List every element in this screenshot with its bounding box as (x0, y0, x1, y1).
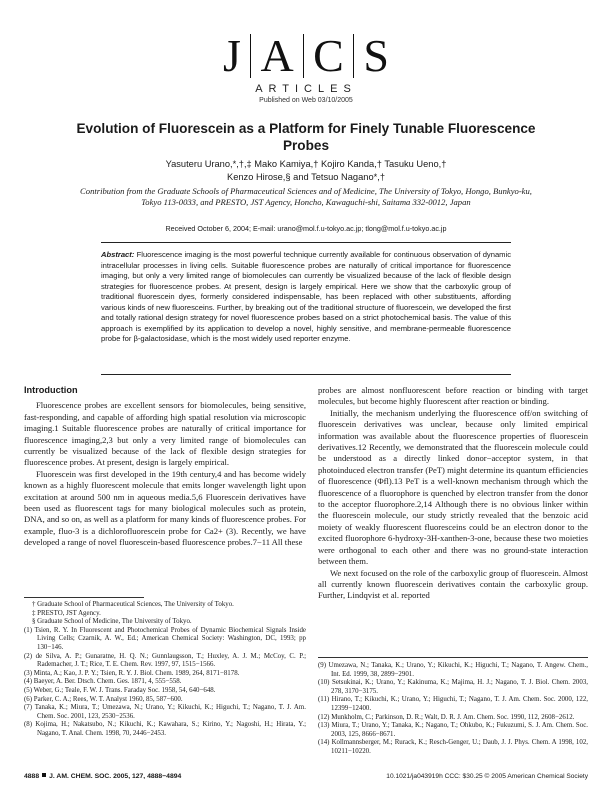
reference: (10) Setsukinai, K.; Urano, Y.; Kakinuma, K.; Majima, H. J.; Nagano, T. J. Biol. Chem. 2003, 278, 3170−3175. (318, 679, 588, 695)
reference: (3) Minta, A.; Kao, J. P. Y.; Tsien, R. Y. J. Biol. Chem. 1989, 264, 8171−8178. (24, 669, 240, 677)
affiliation: Contribution from the Graduate Schools of Pharmaceutical Sciences and of Medicine, The University of Tokyo, Hongo, Bunkyo-ku, Tokyo 113-0033, and PRESTO, JST Agency, Honcho, Kawaguchi-shi, Saitama 332-0012, Japan (80, 186, 532, 207)
page-footer (24, 773, 181, 780)
reference: (9) Umezawa, N.; Tanaka, K.; Urano, Y.; Kikuchi, K.; Higuchi, T.; Nagano, T. Angew. Chem., Int. Ed. 1999, 38, 2899−2901. (318, 662, 588, 678)
body-paragraph: probes are almost nonfluorescent before reaction or binding with target molecules, but become highly fluorescent after reaction or binding. (318, 385, 588, 407)
abstract-text: Fluorescence imaging is the most powerful technique currently available for continuous observation of dynamic intracellular processes in living cells. Suitable fluorescence probes are naturally of critical importance for fluorescence imaging, but only a very limited range of biomolecules can currently be visualized because of the lack of flexible design strategies for fluorescence probes. At present, design is largely empirical. Here we show that the carboxylic group of traditional fluorescein dyes, formerly considered indispensable, has been replaced with other substituents, affording various kinds of new fluoresceins. Further, by breaking out of the traditional structure of fluorescein, we developed the first and totally rational design strategy for novel fluorescence probes based on a strict photochemical basis. The value of this approach is exemplified by its application to develop a novel, highly sensitive, and membrane-permeable fluorescence probe for β-galactosidase, which is the most widely used reporter enzyme. (101, 250, 511, 343)
published-date: Published on Web 03/10/2005 (259, 97, 353, 104)
footnote: ‡ PRESTO, JST Agency. (32, 609, 101, 617)
reference-rule (318, 657, 588, 658)
section-heading-introduction: Introduction (24, 385, 78, 395)
jacs-logo (0, 30, 612, 81)
body-paragraph: We next focused on the role of the carboxylic group of fluorescein. Almost all currently known fluorescein derivatives contain the carboxylic group. Further, Lindqvist et al. reported (318, 567, 588, 601)
reference: (11) Hirano, T.; Kikuchi, K.; Urano, Y.; Higuchi, T.; Nagano, T. J. Am. Chem. Soc. 2000, 122, 12399−12400. (318, 696, 588, 712)
author-line-1: Yasuteru Urano,*,†,‡ Mako Kamiya,† Kojiro Kanda,† Tasuku Ueno,† (165, 159, 447, 169)
logo-letter-s: S (363, 30, 389, 81)
article-title: Evolution of Fluorescein as a Platform for Finely Tunable Fluorescence Probes (76, 121, 536, 153)
footnote: § Graduate School of Medicine, The University of Tokyo. (32, 618, 192, 626)
right-column (318, 385, 588, 602)
body-paragraph: Initially, the mechanism underlying the fluorescence off/on switching of fluorescein derivatives was unclear, because only limited empirical information was available about the fluorescence properties of fluorescein derivatives.12 Recently, we demonstrated that the fluorescein molecule could be understood as a directly linked donor−acceptor system, in that photoinduced electron transfer (PeT) might determine its quantum efficiencies of fluorescence (Φfl).13 PeT is a well-known mechanism through which the fluorescence of a fluorophore is quenched by electron transfer from the donor to the acceptor fluorophore.2,14 Although there is no obvious linker within the fluorescein molecule, our study strictly revealed that the benzoic acid moiety of weakly fluorescent fluoresceins could be an electron donor to the excited fluorophore 6-hydroxy-3H-xanthen-3-one, because these two moieties were orthogonal to each other and there was no ground-state interaction between them. (318, 407, 588, 567)
left-column (24, 385, 306, 549)
section-label: ARTICLES (255, 83, 357, 95)
reference: (1) Tsien, R. Y. In Fluorescent and Photochemical Probes of Dynamic Biochemical Signals Inside Living Cells; Czarnik, A. W., Ed.; American Chemical Society: Washington, DC, 1993; pp 130−146. (24, 626, 306, 651)
footnote-rule (24, 597, 144, 598)
author-list (60, 158, 552, 184)
left-notes (24, 601, 306, 739)
abstract (101, 242, 511, 375)
reference: (2) de Silva, A. P.; Gunaratne, H. Q. N.; Gunnlaugsson, T.; Huxley, A. J. M.; McCoy, C. P.; Rademacher, J. T.; Rice, T. E. Chem. Rev. 1997, 97, 1515−1566. (24, 652, 306, 669)
received-line: Received October 6, 2004; E-mail: urano@mol.f.u-tokyo.ac.jp; tlong@mol.f.u-tokyo.ac.jp (165, 224, 447, 233)
logo-letter-j: J (223, 30, 241, 81)
reference: (4) Baeyer, A. Ber. Dtsch. Chem. Ges. 1871, 4, 555−558. (24, 678, 182, 686)
reference: (8) Kojima, H.; Nakatsubo, N.; Kikuchi, K.; Kawahara, S.; Kirino, Y.; Nagoshi, H.; Hirata, Y.; Nagano, T. Anal. Chem. 1998, 70, 2446−2453. (24, 721, 306, 737)
reference: (13) Miura, T.; Urano, Y.; Tanaka, K.; Nagano, T.; Ohkubo, K.; Fukuzumi, S. J. Am. Chem. Soc. 2003, 125, 8666−8671. (318, 722, 588, 738)
reference: (5) Weber, G.; Teale, F. W. J. Trans. Faraday Soc. 1958, 54, 640−648. (24, 686, 216, 694)
author-line-2: Kenzo Hirose,§ and Tetsuo Nagano*,† (227, 172, 385, 182)
doi-line: 10.1021/ja043919h CCC: $30.25 © 2005 American Chemical Society (386, 773, 588, 780)
reference: (7) Tanaka, K.; Miura, T.; Umezawa, N.; Urano, Y.; Kikuchi, K.; Higuchi, T.; Nagano, T. J. Am. Chem. Soc. 2001, 123, 2530−2536. (24, 704, 306, 720)
logo-letter-c: C (313, 30, 344, 81)
abstract-label: Abstract: (101, 250, 135, 259)
footnote: † Graduate School of Pharmaceutical Sciences, The University of Tokyo. (32, 601, 234, 608)
reference: (14) Kollmannsberger, M.; Rurack, K.; Resch-Genger, U.; Daub, J. J. Phys. Chem. A 1998, 102, 10211−10220. (318, 739, 588, 755)
right-notes (318, 662, 588, 757)
intro-paragraph: Fluorescein was first developed in the 19th century,4 and has become widely known as a highly fluorescent molecule that emits longer wavelength light upon excitation at around 500 nm in aqueous media.5,6 Fluorescein derivatives have been used as fluorescent tags for many biological molecules such as protein, DNA, and so on, as well as a platform for many kinds of fluorescence probes. For example, fluo-3 is a dichlorofluorescein probe for Ca2+ (3). Recently, we have developed a range of novel fluorescein-based fluorescence probes.7−11 All these (24, 468, 306, 548)
reference: (6) Parker, C. A.; Rees, W. T. Analyst 1960, 85, 587−600. (24, 695, 183, 703)
intro-paragraph: Fluorescence probes are excellent sensors for biomolecules, being sensitive, fast-responding, and capable of affording high spatial resolution via microscopic imaging.1 Suitable fluorescence probes are naturally of critical importance for fluorescence imaging,2,3 but only a very limited range of biomolecules can currently be visualized because of the lack of flexible design strategies for fluorescence probes. At present, design is largely empirical. (24, 400, 306, 468)
square-bullet-icon (42, 773, 46, 777)
page-number: 4888 (24, 773, 40, 780)
logo-letter-a: A (260, 30, 294, 81)
journal-citation: J. AM. CHEM. SOC. 2005, 127, 4888−4894 (49, 773, 182, 780)
reference: (12) Munkholm, C.; Parkinson, D. R.; Walt, D. R. J. Am. Chem. Soc. 1990, 112, 2608−2612. (318, 713, 575, 721)
